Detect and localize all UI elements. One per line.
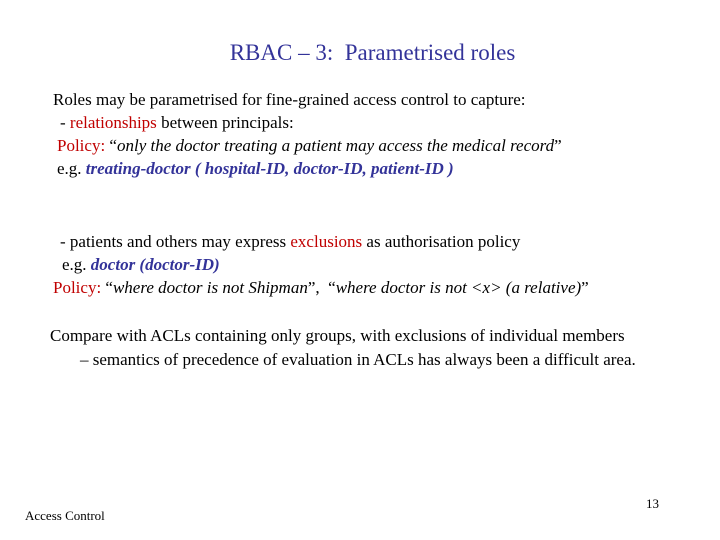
policy-quote-2: where doctor is not <x> (a relative) xyxy=(335,278,582,297)
policy-text: only the doctor treating a patient may access the medical record xyxy=(116,136,555,155)
policy-line-1 xyxy=(57,136,562,156)
bullet-rest: between principals: xyxy=(156,113,294,132)
policy-line-2 xyxy=(53,278,589,298)
close-quote: ” xyxy=(554,136,562,155)
relationships-keyword: relationships xyxy=(69,113,157,132)
open-quote: “ xyxy=(101,278,113,297)
compare-line-1: Compare with ACLs containing only groups, with exclusions of individual members xyxy=(50,326,625,345)
slide-title: RBAC – 3: Parametrised roles xyxy=(229,40,516,65)
bullet-prefix: - patients and others may express xyxy=(60,232,291,251)
compare-line-2: – semantics of precedence of evaluation in ACLs has always been a difficult area. xyxy=(80,350,636,369)
close-quote: ” xyxy=(581,278,589,297)
relationships-bullet xyxy=(60,113,294,133)
eg-label: e.g. xyxy=(62,255,91,274)
example-line-2 xyxy=(62,255,220,275)
exclusions-keyword: exclusions xyxy=(290,232,363,251)
policy-label: Policy: xyxy=(57,136,106,155)
page-number: 13 xyxy=(646,496,659,511)
exclusions-bullet xyxy=(60,232,520,252)
example-line-1 xyxy=(57,159,454,179)
policy-label: Policy: xyxy=(53,278,102,297)
footer-title: Access Control xyxy=(25,508,105,523)
bullet-prefix: - xyxy=(60,113,70,132)
eg-label: e.g. xyxy=(57,159,86,178)
open-quote: “ xyxy=(105,136,117,155)
quote-separator: ”, “ xyxy=(307,278,336,297)
policy-quote-1: where doctor is not Shipman xyxy=(112,278,308,297)
example-text: treating-doctor ( hospital-ID, doctor-ID, patient-ID ) xyxy=(85,159,454,178)
bullet-rest: as authorisation policy xyxy=(362,232,521,251)
intro-line: Roles may be parametrised for fine-grained access control to capture: xyxy=(53,90,526,109)
example-text: doctor (doctor-ID) xyxy=(90,255,220,274)
